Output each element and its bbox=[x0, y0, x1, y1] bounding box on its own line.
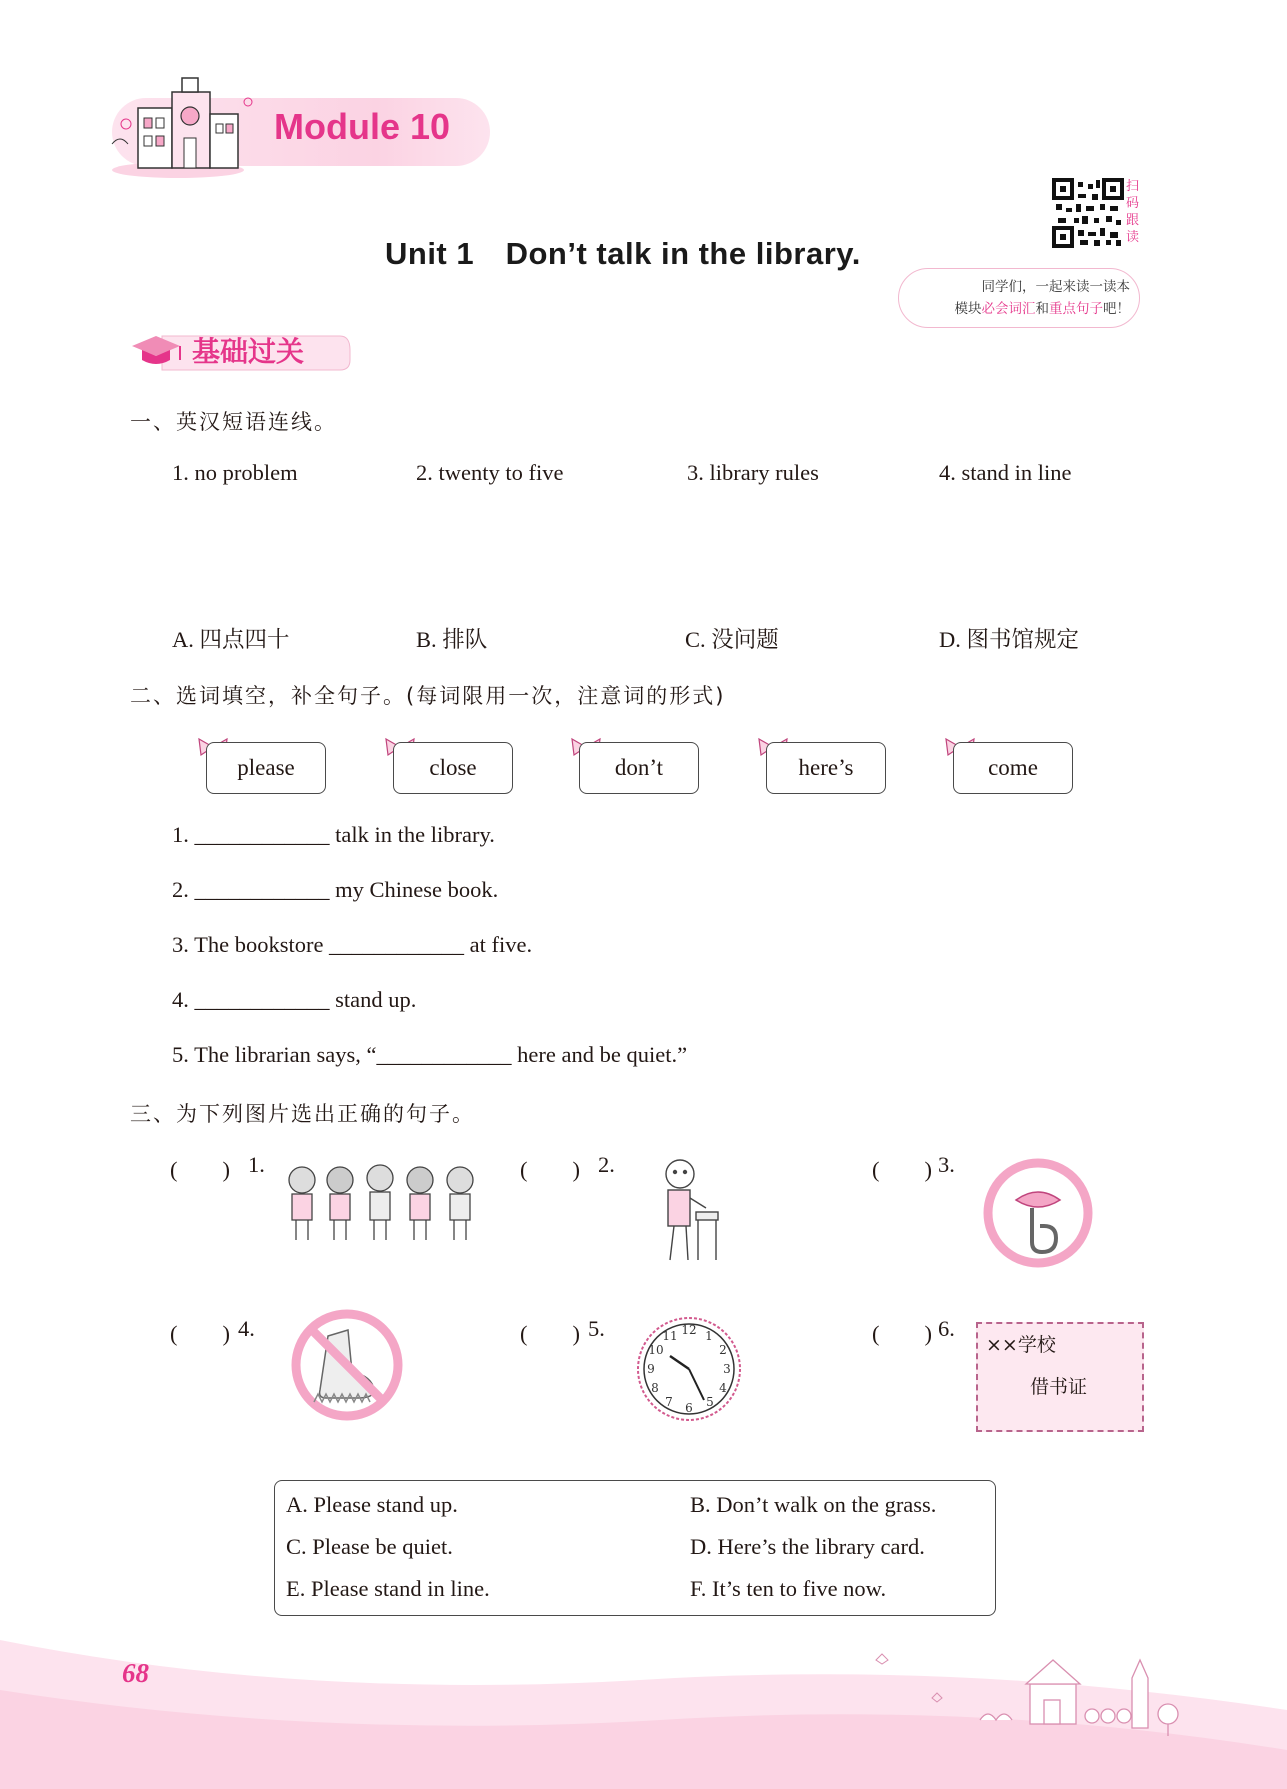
fill-sentence-5[interactable]: 5. The librarian says, “____________ here and be quiet.” bbox=[172, 1042, 688, 1067]
fill-sentence-2[interactable]: 2. ____________ my Chinese book. bbox=[172, 877, 499, 902]
speech-line-2: 模块必会词汇和重点句子吧！ bbox=[954, 301, 1130, 317]
question-number-1: 1. bbox=[248, 1152, 265, 1177]
quiet-sign-icon bbox=[980, 1156, 1096, 1270]
phrase-en-2[interactable]: 2. twenty to five bbox=[416, 460, 564, 485]
part3-heading: 三、为下列图片选出正确的句子。 bbox=[130, 1102, 475, 1126]
word-box-please[interactable]: please bbox=[206, 742, 326, 794]
svg-text:3: 3 bbox=[723, 1362, 731, 1376]
svg-text:6: 6 bbox=[685, 1401, 693, 1415]
building-illustration bbox=[108, 74, 258, 178]
svg-text:11: 11 bbox=[662, 1329, 678, 1343]
clock-icon bbox=[634, 1314, 744, 1424]
word-box-heres[interactable]: here’s bbox=[766, 742, 886, 794]
fill-sentence-3[interactable]: 3. The bookstore ____________ at five. bbox=[172, 932, 533, 957]
speech-line-1: 同学们，一起来读一读本 bbox=[981, 279, 1130, 295]
svg-text:4: 4 bbox=[719, 1381, 727, 1395]
qr-code-icon[interactable] bbox=[1052, 178, 1124, 248]
word-box-dont[interactable]: don’t bbox=[579, 742, 699, 794]
phrase-en-1[interactable]: 1. no problem bbox=[172, 460, 298, 485]
part1-heading: 一、英汉短语连线。 bbox=[130, 410, 337, 434]
svg-text:12: 12 bbox=[681, 1323, 697, 1337]
line-of-children-image bbox=[282, 1160, 478, 1244]
fill-sentence-4[interactable]: 4. ____________ stand up. bbox=[172, 987, 417, 1012]
question-number-4: 4. bbox=[238, 1316, 255, 1341]
question-number-5: 5. bbox=[588, 1316, 605, 1341]
svg-text:7: 7 bbox=[665, 1395, 673, 1409]
phrase-zh-d[interactable]: D. 图书馆规定 bbox=[939, 627, 1079, 652]
choice-d[interactable]: D. Here’s the library card. bbox=[690, 1534, 925, 1559]
word-box-close[interactable]: close bbox=[393, 742, 513, 794]
answer-paren-6[interactable]: ( ) bbox=[872, 1321, 932, 1346]
answer-paren-2[interactable]: ( ) bbox=[520, 1157, 580, 1182]
module-title: Module 10 bbox=[274, 106, 451, 147]
svg-text:10: 10 bbox=[648, 1343, 664, 1357]
svg-text:5: 5 bbox=[706, 1395, 714, 1409]
section-title: 基础过关 bbox=[192, 335, 305, 368]
unit-title: Unit 1 Don’t talk in the library. bbox=[385, 236, 861, 271]
answer-paren-4[interactable]: ( ) bbox=[170, 1321, 230, 1346]
svg-text:9: 9 bbox=[647, 1362, 655, 1376]
word-box-come[interactable]: come bbox=[953, 742, 1073, 794]
phrase-en-3[interactable]: 3. library rules bbox=[687, 460, 819, 485]
page-number: 68 bbox=[122, 1658, 149, 1688]
choice-a[interactable]: A. Please stand up. bbox=[286, 1492, 458, 1517]
question-number-2: 2. bbox=[598, 1152, 615, 1177]
phrase-zh-a[interactable]: A. 四点四十 bbox=[172, 627, 290, 652]
svg-text:2: 2 bbox=[719, 1343, 727, 1357]
footer-wave-decoration bbox=[0, 1620, 1287, 1789]
answer-paren-3[interactable]: ( ) bbox=[872, 1157, 932, 1182]
question-number-3: 3. bbox=[938, 1152, 955, 1177]
choice-b[interactable]: B. Don’t walk on the grass. bbox=[690, 1492, 937, 1517]
part2-heading: 二、选词填空，补全句子。(每词限用一次，注意词的形式) bbox=[130, 684, 726, 708]
no-walking-on-grass-icon bbox=[288, 1306, 406, 1424]
library-card-title: ××学校 bbox=[986, 1334, 1056, 1356]
phrase-zh-b[interactable]: B. 排队 bbox=[416, 627, 488, 652]
svg-text:8: 8 bbox=[651, 1381, 659, 1395]
boy-standing-up-image bbox=[640, 1156, 726, 1266]
choice-c[interactable]: C. Please be quiet. bbox=[286, 1534, 453, 1559]
answer-paren-1[interactable]: ( ) bbox=[170, 1157, 230, 1182]
fill-sentence-1[interactable]: 1. ____________ talk in the library. bbox=[172, 822, 495, 847]
phrase-en-4[interactable]: 4. stand in line bbox=[939, 460, 1072, 485]
choice-f[interactable]: F. It’s ten to five now. bbox=[690, 1576, 887, 1601]
question-number-6: 6. bbox=[938, 1316, 955, 1341]
library-card-subtitle: 借书证 bbox=[1030, 1376, 1088, 1398]
qr-label: 扫码跟读 bbox=[1126, 179, 1140, 245]
choice-e[interactable]: E. Please stand in line. bbox=[286, 1576, 490, 1601]
answer-paren-5[interactable]: ( ) bbox=[520, 1321, 580, 1346]
svg-text:1: 1 bbox=[705, 1329, 713, 1343]
speech-bubble-text bbox=[906, 276, 1130, 320]
phrase-zh-c[interactable]: C. 没问题 bbox=[685, 627, 779, 652]
